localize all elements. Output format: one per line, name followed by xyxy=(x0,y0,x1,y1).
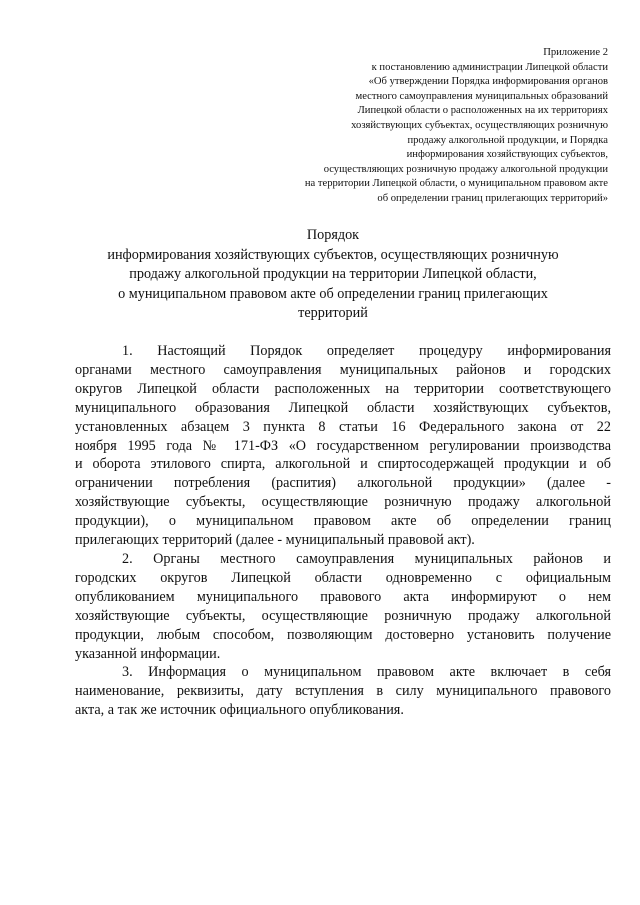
document-body xyxy=(75,342,611,720)
title-line: Порядок xyxy=(306,227,360,243)
paragraph-line: 2. Органы местного самоуправления муниципальных районов и xyxy=(122,550,611,567)
appendix-line: осуществляющих розничную продажу алкогольной продукции xyxy=(323,163,608,175)
appendix-line: на территории Липецкой области, о муниципальном правовом акте xyxy=(304,178,608,190)
paragraph-line: акта, а так же источник официального опубликования. xyxy=(75,702,404,719)
appendix-line: местного самоуправления муниципальных образований xyxy=(355,90,608,102)
title-line: продажу алкогольной продукции на территории Липецкой области, xyxy=(129,266,537,283)
paragraph-line: городских округов Липецкой области одновременно с официальным xyxy=(75,569,611,586)
appendix-header xyxy=(248,46,608,207)
paragraph-line: продукции, любым способом, позволяющим достоверно установить получение xyxy=(75,626,611,643)
title-line: о муниципальном правовом акте об определении границ прилегающих xyxy=(118,285,548,302)
paragraph-line: прилегающих территорий (далее - муниципальный правовой акт). xyxy=(75,532,475,549)
appendix-line: «Об утверждении Порядка информирования органов xyxy=(368,76,608,88)
paragraph-3 xyxy=(75,663,611,720)
appendix-line: хозяйствующих субъектах, осуществляющих розничную xyxy=(351,119,608,131)
paragraph-line: 3. Информация о муниципальном правовом акте включает в себя xyxy=(122,664,611,681)
paragraph-line: продукции), о муниципальном правовом акте об определении границ xyxy=(75,513,611,530)
paragraph-line: хозяйствующие субъекты, осуществляющие розничную продажу алкогольной xyxy=(75,607,611,624)
paragraph-line: ноября 1995 года № 171-ФЗ «О государственном регулировании производства xyxy=(75,437,611,454)
paragraph-line: указанной информации. xyxy=(75,645,221,662)
document-title xyxy=(70,226,596,324)
title-line: территорий xyxy=(298,305,368,322)
paragraph-line: округов Липецкой области расположенных на территории соответствующего xyxy=(75,380,611,397)
paragraph-line: наименование, реквизиты, дату вступления в силу муниципального правового xyxy=(75,683,611,700)
title-line: информирования хозяйствующих субъектов, осуществляющих розничную xyxy=(107,246,559,263)
paragraph-line: опубликованием муниципального правового акта информируют о нем xyxy=(75,588,611,605)
paragraph-line: 1. Настоящий Порядок определяет процедуру информирования xyxy=(122,343,611,359)
appendix-line: Липецкой области о расположенных на их территориях xyxy=(357,105,608,117)
paragraph-line: ограничении потребления (распития) алкогольной продукции» (далее - xyxy=(75,475,611,492)
appendix-line: об определении границ прилегающих территорий» xyxy=(377,192,608,204)
paragraph-line: муниципального образования Липецкой области хозяйствующих субъектов, xyxy=(75,399,611,416)
paragraph-line: органами местного самоуправления муниципальных районов и городских xyxy=(75,361,611,378)
appendix-line: информирования хозяйствующих субъектов, xyxy=(406,149,608,161)
paragraph-1 xyxy=(75,342,611,550)
appendix-line: Приложение 2 xyxy=(543,47,608,58)
appendix-line: продажу алкогольной продукции, и Порядка xyxy=(407,134,608,146)
appendix-line: к постановлению администрации Липецкой области xyxy=(371,61,608,73)
paragraph-line: установленных абзацем 3 пункта 8 статьи 16 Федерального закона от 22 xyxy=(75,418,611,435)
paragraph-line: и оборота этилового спирта, алкогольной и спиртосодержащей продукции и об xyxy=(75,456,611,473)
paragraph-2 xyxy=(75,550,611,663)
paragraph-line: хозяйствующие субъекты, осуществляющие розничную продажу алкогольной xyxy=(75,494,611,511)
